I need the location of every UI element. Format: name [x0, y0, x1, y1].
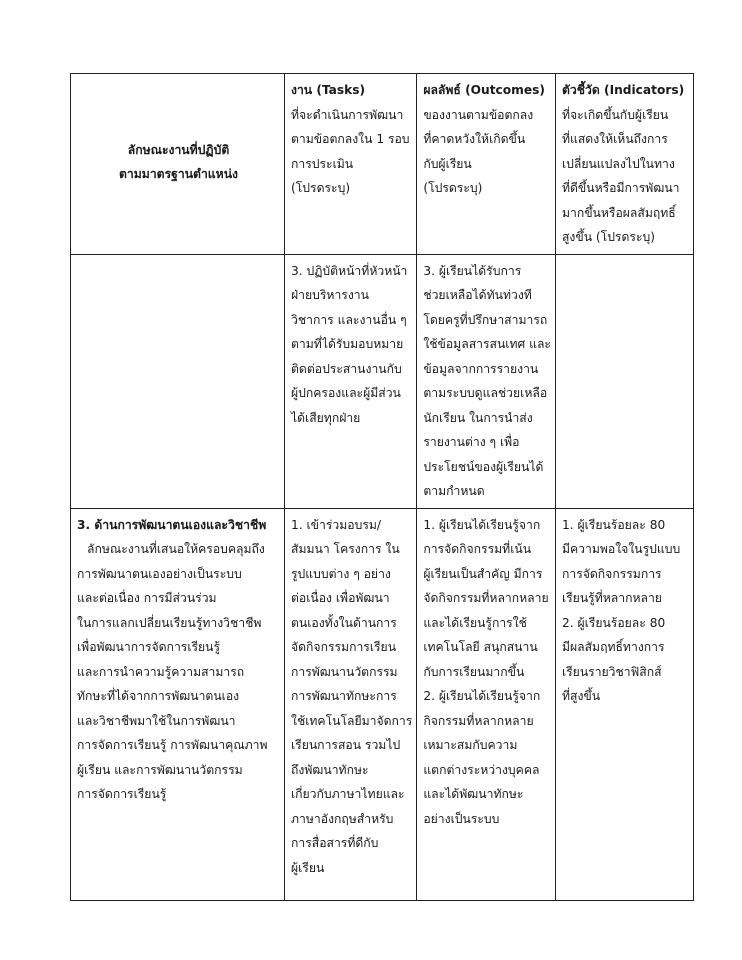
row1-outcome-line: ตามกำหนด [423, 484, 485, 498]
row2-desc-line: ลักษณะงานที่เสนอให้ครอบคลุมถึง [87, 542, 265, 556]
row2-indicator-line: มีผลสัมฤทธิ์ทางการ [561, 640, 665, 654]
row2-outcome-line: อย่างเป็นระบบ [423, 811, 500, 826]
row2-task-line: เรียนการสอน รวมไป [291, 738, 401, 752]
header-col1-line: ตามมาตรฐานตำแหน่ง [119, 166, 238, 181]
header-tasks-line: (โปรดระบุ) [291, 181, 351, 195]
row2-indicator-line: เรียนรายวิชาฟิสิกส์ [561, 664, 662, 679]
header-indicators-line: ที่จะเกิดขึ้นกับผู้เรียน [561, 107, 669, 122]
row1-outcome-cell [417, 254, 556, 508]
row2-desc-line: การจัดการเรียนรู้ [77, 787, 167, 801]
row2-task-line: รูปแบบต่าง ๆ อย่าง [291, 566, 391, 581]
row2-outcome-line: เหมาะสมกับความ [423, 738, 518, 752]
row1-task-cell [285, 254, 417, 508]
row2-desc-line: และต่อเนื่อง การมีส่วนร่วม [77, 591, 217, 605]
row2-outcome-line: 2. ผู้เรียนได้เรียนรู้จาก [423, 689, 541, 703]
row1-outcome-line: ช่วยเหลือได้ทันท่วงที [423, 288, 532, 302]
row2-indicator-line: ที่สูงขึ้น [561, 689, 601, 703]
header-indicators-line: ที่แสดงให้เห็นถึงการ [561, 132, 668, 146]
table-row [71, 254, 694, 508]
header-indicators-line: เปลี่ยนแปลงไปในทาง [561, 156, 675, 171]
row2-outcome-line: การจัดกิจกรรมที่เน้น [423, 542, 532, 556]
row1-task-line: ตามที่ได้รับมอบหมาย [291, 337, 404, 351]
header-row [71, 74, 694, 255]
row1-task-line: วิชาการ และงานอื่น ๆ [291, 312, 407, 327]
header-outcomes-title: ผลลัพธ์ (Outcomes) [423, 83, 545, 97]
header-indicators-line: มากขึ้นหรือผลสัมฤทธิ์ [561, 205, 676, 220]
row2-indicator-cell [555, 508, 693, 900]
row1-outcome-line: นักเรียน ในการนำส่ง [423, 410, 533, 425]
row2-outcome-line: 1. ผู้เรียนได้เรียนรู้จาก [423, 517, 541, 532]
row2-desc-line: เพื่อพัฒนาการจัดการเรียนรู้ [77, 640, 221, 654]
row2-section-title: 3. ด้านการพัฒนาตนเองและวิชาชีพ [77, 517, 267, 532]
header-tasks-line: การประเมิน [291, 156, 354, 171]
row1-task-line: ติดต่อประสานงานกับ [291, 361, 402, 376]
header-outcomes-line: ของงานตามข้อตกลง [423, 107, 534, 122]
row1-outcome-line: รายงานต่าง ๆ เพื่อ [423, 435, 520, 449]
row1-description-cell [71, 254, 285, 508]
row2-desc-line: ทักษะที่ได้จากการพัฒนาตนเอง [77, 689, 240, 703]
row2-task-line: ต่อเนื่อง เพื่อพัฒนา [291, 591, 390, 605]
header-tasks [285, 74, 417, 255]
row1-outcome-line: โดยครูที่ปรึกษาสามารถ [423, 312, 548, 327]
header-outcomes [417, 74, 556, 255]
row2-task-line: การพัฒนาทักษะการ [291, 689, 397, 703]
row2-indicator-line: มีความพอใจในรูปแบบ [561, 542, 681, 556]
row2-task-line: ภาษาอังกฤษสำหรับ [291, 811, 394, 826]
row1-task-line: 3. ปฏิบัติหน้าที่หัวหน้า [291, 263, 408, 278]
row2-indicator-line: 1. ผู้เรียนร้อยละ 80 [561, 517, 666, 532]
row2-desc-line: ในการแลกเปลี่ยนเรียนรู้ทางวิชาชีพ [77, 615, 262, 630]
row2-outcome-line: จัดกิจกรรมที่หลากหลาย [423, 591, 549, 605]
row1-indicator-cell [555, 254, 693, 508]
row2-task-line: ใช้เทคโนโลยีมาจัดการ [291, 713, 413, 728]
row2-indicator-line: 2. ผู้เรียนร้อยละ 80 [561, 615, 666, 630]
row2-outcome-line: และได้เรียนรู้การใช้ [423, 615, 527, 630]
row2-outcome-line: และได้พัฒนาทักษะ [423, 787, 524, 801]
row2-task-line: การสื่อสารที่ดีกับ [291, 836, 379, 850]
row2-task-line: จัดกิจกรรมการเรียน [291, 640, 397, 654]
row2-task-line: ตนเองทั้งในด้านการ [291, 615, 397, 630]
performance-agreement-table [70, 73, 694, 901]
header-indicators-line: สูงขึ้น (โปรดระบุ) [561, 230, 655, 244]
header-indicators-line: ที่ดีขึ้นหรือมีการพัฒนา [561, 181, 680, 195]
row2-task-line: สัมมนา โครงการ ใน [291, 542, 400, 556]
header-tasks-title: งาน (Tasks) [291, 83, 366, 97]
row2-indicator-line: การจัดกิจกรรมการ [561, 566, 662, 581]
row2-desc-line: และการนำความรู้ความสามารถ [77, 664, 245, 679]
row1-outcome-line: ตามระบบดูแลช่วยเหลือ [423, 386, 548, 400]
header-tasks-line: ตามข้อตกลงใน 1 รอบ [291, 132, 410, 146]
row1-outcome-line: 3. ผู้เรียนได้รับการ [423, 263, 522, 278]
row2-outcome-line: ผู้เรียนเป็นสำคัญ มีการ [423, 566, 543, 581]
row1-outcome-line: ข้อมูลจากการรายงาน [423, 361, 539, 376]
row2-indicator-line: เรียนรู้ที่หลากหลาย [561, 591, 662, 605]
row2-task-line: ถึงพัฒนาทักษะ [291, 762, 369, 777]
row2-desc-line: การจัดการเรียนรู้ การพัฒนาคุณภาพ [77, 738, 268, 752]
header-outcomes-line: (โปรดระบุ) [423, 181, 483, 195]
row2-desc-line: การพัฒนาตนเองอย่างเป็นระบบ [77, 566, 242, 581]
row2-task-line: 1. เข้าร่วมอบรม/ [291, 517, 382, 532]
row2-description-cell [71, 508, 285, 900]
row2-task-line: เกี่ยวกับภาษาไทยและ [291, 787, 405, 801]
header-work-description [71, 74, 285, 255]
row2-outcome-line: กิจกรรมที่หลากหลาย [423, 713, 534, 728]
row2-task-line: ผู้เรียน [291, 860, 325, 875]
row2-task-cell [285, 508, 417, 900]
row2-outcome-line: แตกต่างระหว่างบุคคล [423, 762, 540, 777]
row2-task-line: การพัฒนานวัตกรรม [291, 664, 398, 679]
row2-outcome-line: กับการเรียนมากขึ้น [423, 664, 525, 679]
table-row [71, 508, 694, 900]
header-indicators-title: ตัวชี้วัด (Indicators) [561, 83, 685, 97]
row1-task-line: ผู้ปกครองและผู้มีส่วน [291, 386, 401, 400]
row2-desc-line: และวิชาชีพมาใช้ในการพัฒนา [77, 713, 236, 728]
header-tasks-line: ที่จะดำเนินการพัฒนา [291, 107, 404, 122]
row1-task-line: ได้เสียทุกฝ่าย [291, 410, 361, 425]
header-col1-line: ลักษณะงานที่ปฏิบัติ [127, 142, 230, 157]
row1-outcome-line: ประโยชน์ของผู้เรียนได้ [423, 459, 544, 474]
row2-outcome-cell [417, 508, 556, 900]
row2-outcome-line: เทคโนโลยี สนุกสนาน [423, 640, 538, 654]
row1-task-line: ฝ่ายบริหารงาน [291, 288, 369, 302]
header-outcomes-line: กับผู้เรียน [423, 156, 472, 171]
row1-outcome-line: ใช้ข้อมูลสารสนเทศ และ [423, 337, 551, 351]
header-indicators [555, 74, 693, 255]
row2-desc-line: ผู้เรียน และการพัฒนานวัตกรรม [77, 762, 243, 777]
header-outcomes-line: ที่คาดหวังให้เกิดขึ้น [423, 132, 526, 146]
